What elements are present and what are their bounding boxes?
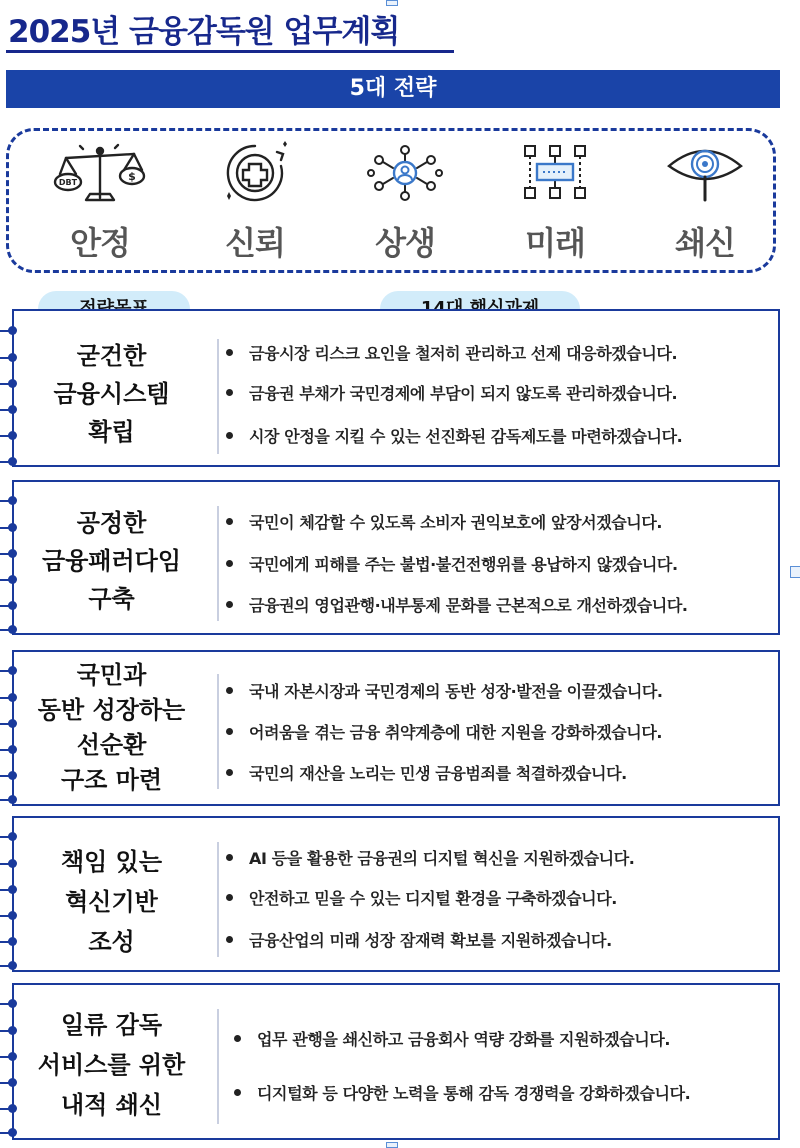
bullet-dot (234, 1035, 241, 1042)
value-coexistence (340, 142, 470, 264)
task-item (226, 381, 677, 404)
binder-ring (0, 598, 16, 614)
binder-ring (0, 1023, 16, 1039)
task-item (226, 679, 663, 702)
bullet-dot (226, 728, 233, 735)
task-item (226, 720, 662, 743)
task-text: 금융시장 리스크 요인을 철저히 관리하고 선제 대응하겠습니다. (249, 344, 678, 363)
goal-line: 일류 감독 (60, 1011, 163, 1039)
title-underline (6, 50, 454, 53)
value-label: 신뢰 (225, 224, 285, 262)
goal-line: 동반 성장하는 (37, 696, 186, 724)
goal-line: 서비스를 위한 (37, 1051, 186, 1079)
binder-ring (0, 716, 16, 732)
strategy-goal (14, 1005, 209, 1125)
divider (217, 339, 219, 454)
strategy-banner: 5대 전략 (6, 70, 780, 108)
task-text: 국내 자본시장과 국민경제의 동반 성장·발전을 이끌겠습니다. (249, 682, 663, 701)
task-text: 안전하고 믿을 수 있는 디지털 환경을 구축하겠습니다. (249, 889, 617, 908)
goal-line: 국민과 (76, 661, 147, 689)
binder-ring (0, 829, 16, 845)
goal-line: 금융시스템 (53, 380, 170, 408)
bullet-dot (226, 560, 233, 567)
value-renewal (640, 142, 770, 264)
shield-cross-icon (190, 142, 320, 204)
task-item (226, 928, 612, 951)
corner-marker (386, 1142, 398, 1148)
task-text: 금융권 부채가 국민경제에 부담이 되지 않도록 관리하겠습니다. (249, 384, 678, 403)
connected-blocks-icon (490, 142, 620, 204)
binder-ring (0, 690, 16, 706)
binder-ring (0, 882, 16, 898)
divider (217, 1009, 219, 1124)
binder-ring (0, 1075, 16, 1091)
goal-line: 조성 (88, 928, 135, 956)
strategy-goal (14, 658, 209, 798)
goal-line: 책임 있는 (60, 848, 163, 876)
task-text: 시장 안정을 지킬 수 있는 선진화된 감독제도를 마련하겠습니다. (249, 427, 683, 446)
eye-icon (640, 142, 770, 204)
value-label: 안정 (70, 224, 130, 262)
task-text: 어려움을 겪는 금융 취약계층에 대한 지원을 강화하겠습니다. (249, 723, 663, 742)
binder-ring (0, 958, 16, 974)
corner-marker (790, 566, 800, 578)
goal-line: 확립 (88, 418, 135, 446)
bullet-dot (226, 854, 233, 861)
binder-ring (0, 622, 16, 638)
binder-ring (0, 768, 16, 784)
goal-line: 공정한 (76, 509, 147, 537)
value-label: 쇄신 (675, 224, 735, 262)
task-text: 국민에게 피해를 주는 불법·불건전행위를 용납하지 않겠습니다. (249, 555, 678, 574)
bullet-dot (226, 389, 233, 396)
binder-ring (0, 546, 16, 562)
task-item (226, 761, 627, 784)
strategy-card (12, 309, 780, 467)
task-text: 업무 관행을 쇄신하고 금융회사 역량 강화를 지원하겠습니다. (257, 1030, 671, 1049)
bullet-dot (226, 601, 233, 608)
strategy-goal (14, 337, 209, 451)
value-future (490, 142, 620, 264)
task-text: 금융권의 영업관행·내부통제 문화를 근본적으로 개선하겠습니다. (249, 596, 688, 615)
binder-ring (0, 792, 16, 808)
binder-ring (0, 428, 16, 444)
scale-dollar-label: $ (128, 170, 136, 183)
task-item (226, 341, 677, 364)
binder-ring (0, 1101, 16, 1117)
binder-ring (0, 856, 16, 872)
task-text: 국민이 체감할 수 있도록 소비자 권익보호에 앞장서겠습니다. (249, 513, 663, 532)
goal-line: 금융패러다임 (41, 547, 182, 575)
scale-icon (35, 142, 165, 204)
divider (217, 506, 219, 621)
goal-line: 혁신기반 (65, 888, 158, 916)
binder-ring (0, 908, 16, 924)
goal-line: 선순환 (76, 731, 147, 759)
task-text: 금융산업의 미래 성장 잠재력 확보를 지원하겠습니다. (249, 931, 612, 950)
task-item (226, 510, 662, 533)
binder-ring (0, 572, 16, 588)
binder-ring (0, 1049, 16, 1065)
task-item (226, 424, 682, 447)
divider (217, 674, 219, 789)
task-item (234, 1081, 690, 1104)
strategy-card (12, 816, 780, 972)
binder-ring (0, 996, 16, 1012)
task-item (234, 1027, 670, 1050)
scale-debt-label: DBT (58, 178, 78, 187)
strategy-card (12, 650, 780, 806)
divider (217, 842, 219, 957)
task-item (226, 846, 634, 869)
binder-ring (0, 1125, 16, 1141)
binder-ring (0, 493, 16, 509)
bullet-dot (226, 432, 233, 439)
bullet-dot (226, 687, 233, 694)
binder-ring (0, 663, 16, 679)
strategy-goal (14, 504, 209, 618)
strategy-card (12, 480, 780, 635)
binder-ring (0, 454, 16, 470)
bullet-dot (226, 349, 233, 356)
task-item (226, 886, 617, 909)
value-label: 미래 (525, 224, 585, 262)
value-label: 상생 (375, 224, 435, 262)
binder-ring (0, 376, 16, 392)
binder-ring (0, 402, 16, 418)
network-people-icon (340, 142, 470, 204)
value-trust (190, 142, 320, 264)
binder-ring (0, 934, 16, 950)
strategy-card (12, 983, 780, 1140)
goal-line: 구축 (88, 585, 135, 613)
goal-line: 구조 마련 (60, 766, 163, 794)
task-item (226, 552, 678, 575)
bullet-dot (226, 769, 233, 776)
binder-ring (0, 323, 16, 339)
goal-line: 굳건한 (76, 342, 147, 370)
bullet-dot (226, 518, 233, 525)
goal-line: 내적 쇄신 (60, 1091, 163, 1119)
bullet-dot (226, 936, 233, 943)
task-item (226, 593, 688, 616)
page-title: 2025년 금융감독원 업무계획 (8, 14, 400, 50)
strategy-goal (14, 842, 209, 962)
bullet-dot (226, 894, 233, 901)
task-text: 국민의 재산을 노리는 민생 금융범죄를 척결하겠습니다. (249, 764, 627, 783)
binder-ring (0, 350, 16, 366)
corner-marker (386, 0, 398, 6)
task-text: AI 등을 활용한 금융권의 디지털 혁신을 지원하겠습니다. (249, 849, 635, 868)
task-text: 디지털화 등 다양한 노력을 통해 감독 경쟁력을 강화하겠습니다. (257, 1084, 691, 1103)
binder-ring (0, 742, 16, 758)
binder-ring (0, 520, 16, 536)
bullet-dot (234, 1089, 241, 1096)
value-stability (35, 142, 165, 264)
